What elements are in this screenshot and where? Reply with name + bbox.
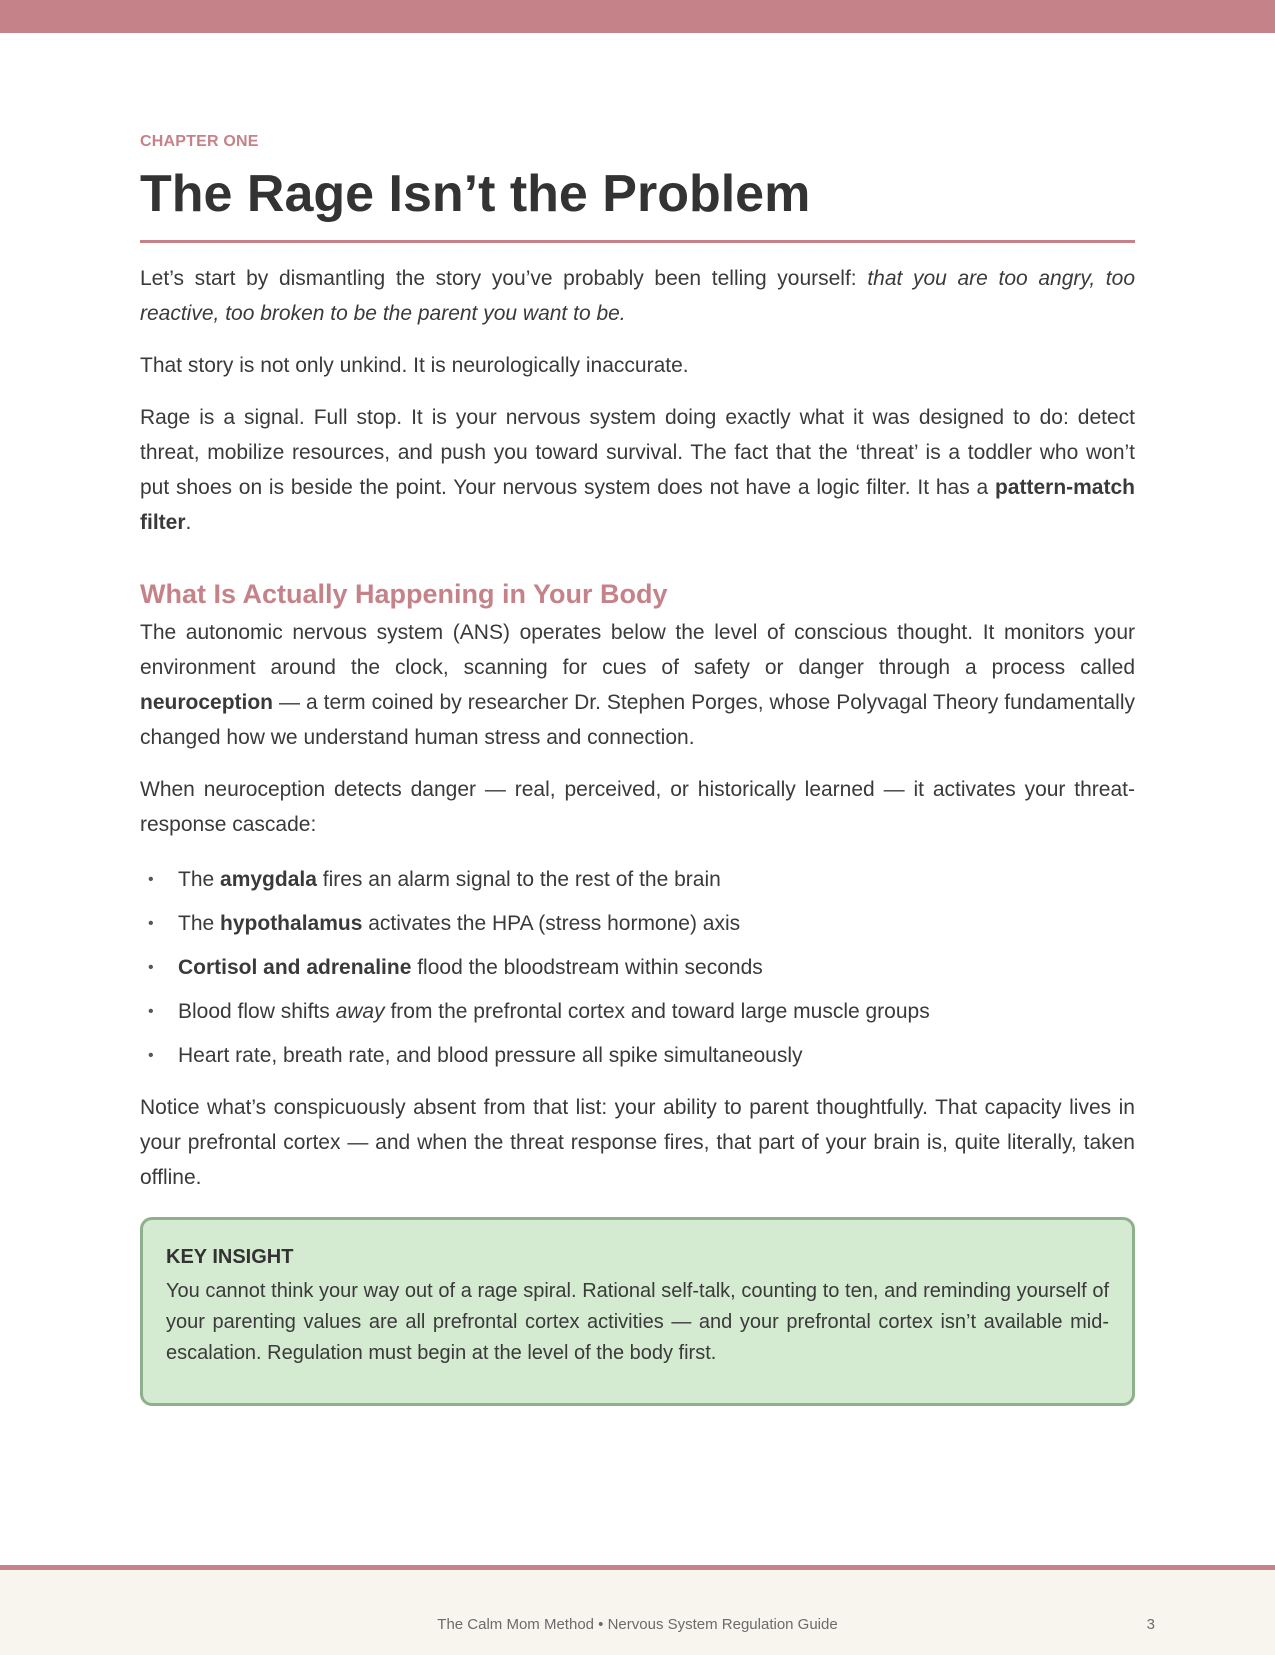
list-item: [140, 858, 1135, 902]
page-content: [140, 130, 1135, 1406]
intro-text: Let’s start by dismantling the story you’ve probably been telling yourself:: [140, 267, 868, 290]
bullet-icon: •: [148, 1047, 154, 1064]
threat-cascade-list: [140, 858, 1135, 1078]
paragraph-6: Notice what’s conspicuously absent from that list: your ability to parent thoughtfully. That capacity lives in your prefrontal cortex — and when the threat response fires, that part of your brain is, quite literally, taken offline.: [140, 1096, 1135, 1189]
list-item-text: Blood flow shifts: [178, 1000, 336, 1023]
page-footer: [0, 1565, 1275, 1655]
bullet-icon: •: [148, 1003, 154, 1020]
paragraph-3-bold: pattern-match filter: [140, 476, 1135, 534]
list-item: [140, 946, 1135, 990]
list-item: [140, 990, 1135, 1034]
footer-text: The Calm Mom Method • Nervous System Regulation Guide: [437, 1616, 838, 1633]
list-item-bold: Cortisol and adrenaline: [178, 956, 412, 979]
list-item-text: flood the bloodstream within seconds: [411, 956, 763, 979]
top-accent-bar: [0, 0, 1275, 33]
paragraph-4-end: — a term coined by researcher Dr. Stephen Porges, whose Polyvagal Theory fundamentally changed how we understand human stress and connection.: [140, 691, 1135, 749]
list-item-text: from the prefrontal cortex and toward large muscle groups: [384, 1000, 930, 1023]
intro-paragraph: [140, 261, 1135, 331]
intro-italic: that you are too angry, too reactive, too broken to be the parent you want to be.: [140, 267, 1136, 325]
list-item-text: fires an alarm signal to the rest of the brain: [316, 868, 721, 891]
list-item: [140, 902, 1135, 946]
key-insight-callout: [140, 1217, 1135, 1406]
page-number: 3: [1146, 1616, 1155, 1633]
paragraph-3-text: Rage is a signal. Full stop. It is your nervous system doing exactly what it was designed to do: detect threat, mobilize resources, and push you toward survival. The fact that the ‘threat’ is a toddler who won’t put shoes on is beside the point. Your nervous system does not have a logic filter. It has a: [140, 406, 1135, 499]
chapter-title: The Rage Isn’t the Problem: [140, 164, 1135, 243]
paragraph-4-text: The autonomic nervous system (ANS) operates below the level of conscious thought. It monitors your environment around the clock, scanning for cues of safety or danger through a process called: [140, 621, 1135, 679]
paragraph-2: That story is not only unkind. It is neurologically inaccurate.: [140, 354, 689, 377]
list-item-text: The: [178, 912, 221, 935]
list-item: [140, 1034, 1135, 1078]
callout-title: KEY INSIGHT: [166, 1246, 294, 1268]
list-item-text: activates the HPA (stress hormone) axis: [362, 912, 741, 935]
paragraph-3: [140, 400, 1135, 540]
paragraph-4-bold: neuroception: [140, 691, 274, 714]
paragraph-3-end: .: [185, 511, 192, 534]
list-item-bold: amygdala: [220, 868, 317, 891]
list-item-bold: hypothalamus: [220, 912, 363, 935]
bullet-icon: •: [148, 959, 154, 976]
list-item-italic: away: [335, 1000, 385, 1023]
paragraph-5: When neuroception detects danger — real, perceived, or historically learned — it activates your threat-response cascade:: [140, 778, 1135, 836]
callout-text: You cannot think your way out of a rage spiral. Rational self-talk, counting to ten, and reminding yourself of your parenting values are all prefrontal cortex activities — and your prefrontal cortex isn’t available mid-escalation. Regulation must begin at the level of the body first.: [166, 1280, 1109, 1364]
list-item-text: Heart rate, breath rate, and blood pressure all spike simultaneously: [178, 1044, 803, 1067]
chapter-label: CHAPTER ONE: [140, 133, 259, 150]
section-heading: What Is Actually Happening in Your Body: [140, 579, 668, 609]
list-item-text: The: [178, 868, 221, 891]
paragraph-4: [140, 615, 1135, 755]
bullet-icon: •: [148, 871, 154, 888]
bullet-icon: •: [148, 915, 154, 932]
